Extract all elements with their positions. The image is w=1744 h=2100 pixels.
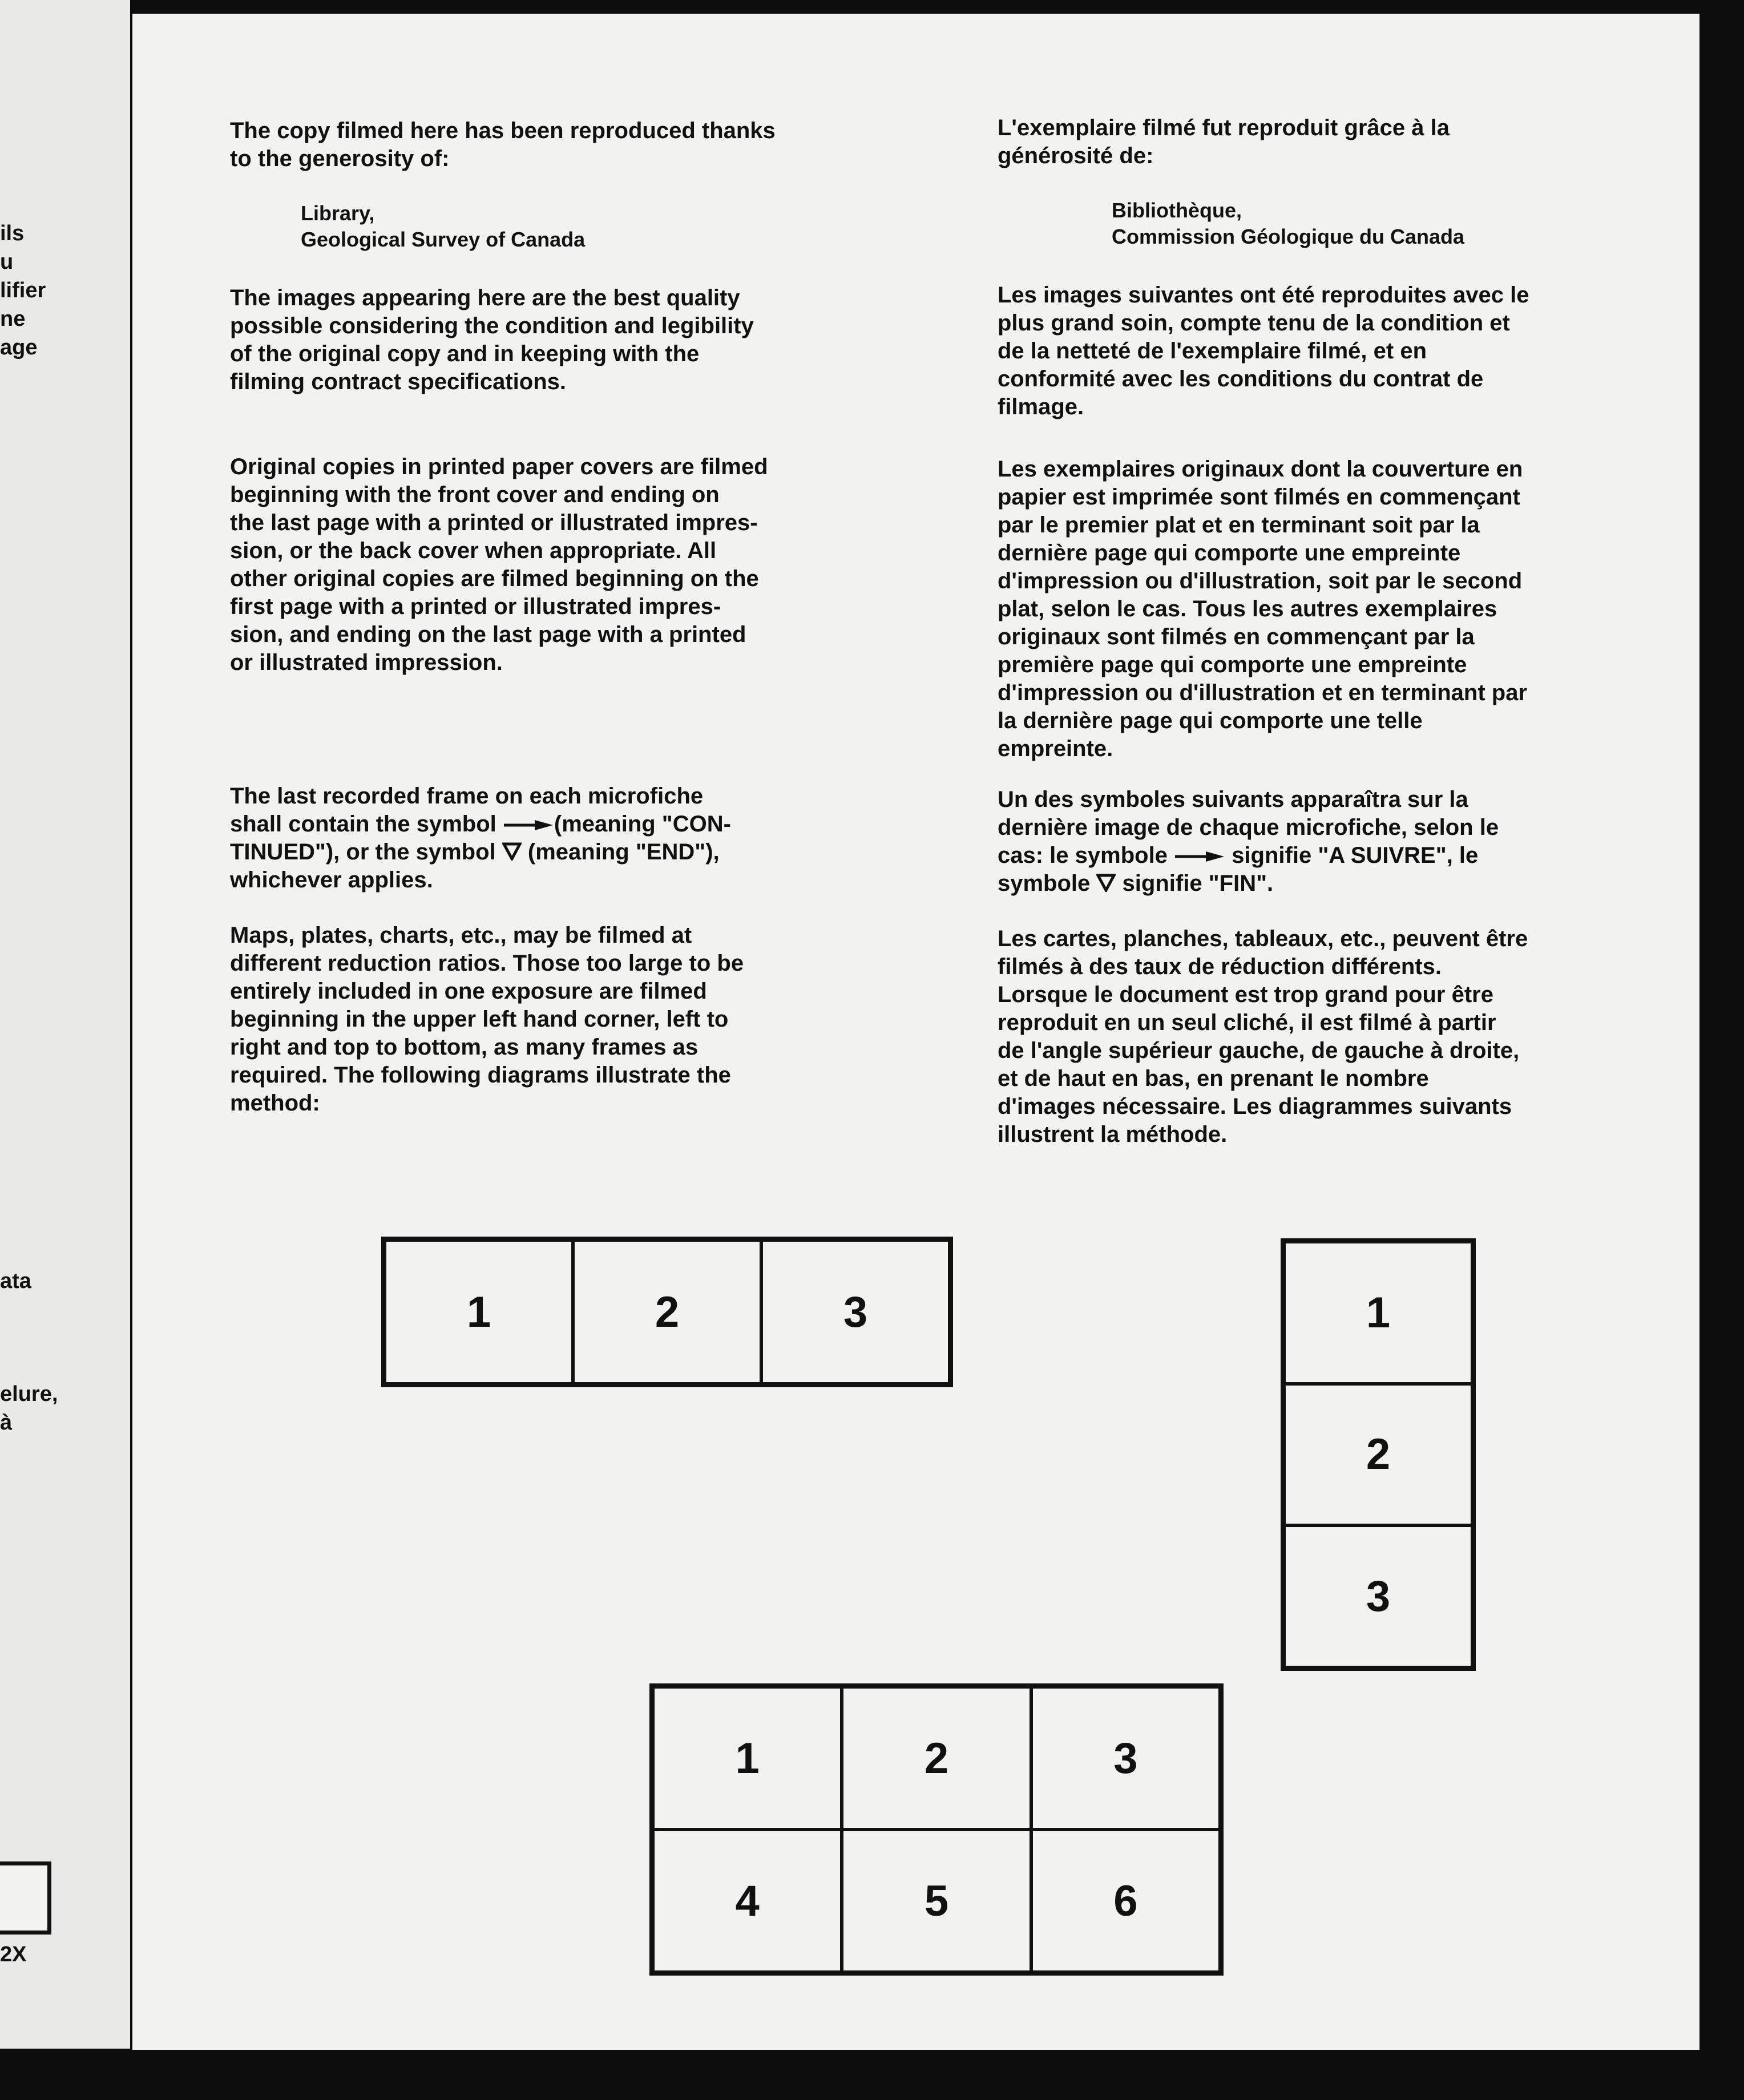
margin-fragment: 2X (0, 1942, 27, 1966)
frame-cell: 2 (573, 1240, 761, 1384)
margin-fragment: ils (0, 221, 25, 245)
frame-cell: 1 (1284, 1242, 1472, 1384)
margin-box (0, 1861, 51, 1935)
french-symbol-paragraph: Un des symboles suivants apparaîtra sur la dernière image de chaque microfiche, selon le cas: le symbole signifie "A SUIVRE", le symbole signifie "FIN". (998, 787, 1499, 896)
margin-fragment: ata (0, 1269, 31, 1293)
vertical-frame-diagram (1281, 1238, 1476, 1671)
frame-cell: 1 (653, 1687, 842, 1830)
english-intro: The copy filmed here has been reproduced thanks to the generosity of: (230, 118, 776, 171)
frame-cell: 3 (1284, 1525, 1472, 1667)
frame-cell: 1 (385, 1240, 573, 1384)
french-column (998, 114, 1648, 1176)
frame-cell: 2 (842, 1687, 1031, 1830)
margin-fragment: lifier (0, 278, 46, 302)
grid-frame-diagram (649, 1683, 1224, 1976)
frame-cell: 4 (653, 1830, 842, 1972)
french-originals-paragraph: Les exemplaires originaux dont la couverture en papier est imprimée sont filmés en commençant par le premier plat et en terminant soit par la dernière page qui comporte une empreinte d'impression ou d'illustration, soit par le second plat, selon le cas. Tous les autres exemplaires originaux sont filmés en commençant par la première page qui comporte une empreinte d'impression ou d'illustration et en terminant par la dernière page qui comporte une telle empreinte. (998, 457, 1528, 761)
frame-cell: 6 (1031, 1830, 1220, 1972)
continued-arrow-icon (503, 819, 554, 831)
french-intro: L'exemplaire filmé fut reproduit grâce à la générosité de: (998, 115, 1450, 168)
english-column (230, 117, 886, 1145)
english-quality-paragraph: The images appearing here are the best quality possible considering the condition and legibility of the original copy and in keeping with the filming contract specifications. (230, 285, 754, 394)
frame-cell: 2 (1284, 1384, 1472, 1526)
french-address: Bibliothèque, Commission Géologique du Canada (1112, 199, 1465, 248)
margin-fragment: ne (0, 307, 26, 331)
margin-fragment: age (0, 336, 38, 360)
french-quality-paragraph: Les images suivantes ont été reproduites avec le plus grand soin, compte tenu de la condition et de la netteté de l'exemplaire filmé, et en conformité avec les conditions du contrat de filmage. (998, 282, 1529, 419)
end-triangle-icon (1096, 874, 1116, 892)
margin-fragment: elure, (0, 1382, 58, 1406)
frame-cell: 5 (842, 1830, 1031, 1972)
frame-cell: 3 (1031, 1687, 1220, 1830)
english-maps-paragraph: Maps, plates, charts, etc., may be filmed at different reduction ratios. Those too large to be entirely included in one exposure are filmed beginning in the upper left hand corner, left to right and top to bottom, as many frames as required. The following diagrams illustrate the method: (230, 923, 744, 1116)
frame-cell: 3 (761, 1240, 950, 1384)
end-triangle-icon (502, 842, 522, 861)
margin-fragment: u (0, 250, 14, 274)
adjacent-page-strip (0, 0, 130, 2049)
margin-fragment: à (0, 1411, 13, 1435)
english-address: Library, Geological Survey of Canada (301, 201, 586, 251)
french-maps-paragraph: Les cartes, planches, tableaux, etc., peuvent être filmés à des taux de réduction différents. Lorsque le document est trop grand pour être reproduit en un seul cliché, il est filmé à partir de l'angle supérieur gauche, de gauche à droite, et de haut en bas, en prenant le nombre d'images nécessaire. Les diagrammes suivants illustrent la méthode. (998, 926, 1528, 1147)
continued-arrow-icon (1174, 851, 1225, 862)
english-originals-paragraph: Original copies in printed paper covers are filmed beginning with the front cover and ending on the last page with a printed or illustrated impres- sion, or the back cover when appropriate. All other original copies are filmed beginning on the first page with a printed or illustrated impres- sion, and ending on the last page with a printed or illustrated impression. (230, 454, 768, 675)
english-symbol-paragraph: The last recorded frame on each microfiche shall contain the symbol (meaning "CON- TINUED"), or the symbol (meaning "END"), whichever applies. (230, 784, 731, 892)
horizontal-frame-diagram (381, 1237, 953, 1387)
